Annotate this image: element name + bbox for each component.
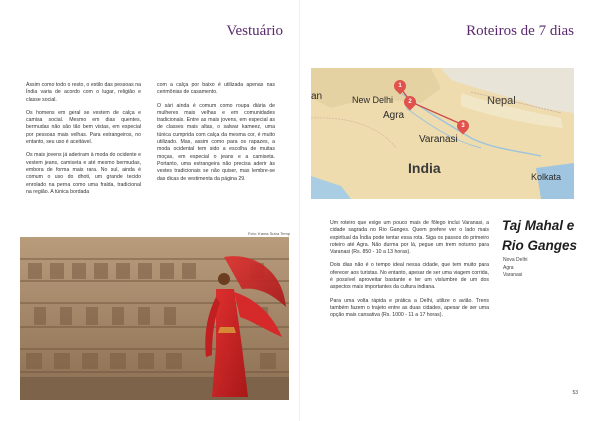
paragraph: Os mais jovens já aderiram à moda do ocidente e vestem jeans, camiseta e até mesmo bermudas, embora de forma mais rara. No sul, ainda é comum o uso do dhoti, um grande tecido enrolado na perna como uma fralda, tradicional na região. A túnica bordada xyxy=(26,152,141,195)
side-heading-line: Taj Mahal e xyxy=(502,218,575,233)
side-heading-line: Rio Ganges xyxy=(502,238,578,253)
map-label-varanasi: Varanasi xyxy=(419,134,458,145)
side-heading xyxy=(502,216,592,256)
paragraph: Os homens em geral se vestem de calça e camisa social. Mesmo em dias quentes, bermudas não são tão bem vistas, em especial por pessoas mais velhas. Para estrangeiros, no entanto, seu uso é aceitável. xyxy=(26,109,141,146)
photo-credit: Foto: Kama Sutra Temp xyxy=(247,231,290,236)
section-title-vestuario: Vestuário xyxy=(226,23,283,39)
left-column-1 xyxy=(26,82,141,202)
map-label-agra: Agra xyxy=(383,110,405,121)
paragraph: Um roteiro que exige um pouco mais de fôlego inclui Varanasi, a cidade sagrada no Rio Ganges. Quem prefere ver o lado mais espiritual da Índia pode tentar essa rota. Siga os passos do primeiro roteiro até Agra. Não durma por lá, pegue um trem noturno para Varanasi (Rs. 850 - 10 a 13 horas). xyxy=(330,220,489,256)
paragraph: Para uma volta rápida e prática a Delhi, utilize o avião. Trens também fazem o trajeto entre as duas cidades, apesar de ser uma opção mais cansativa (Rs. 1000 - 11 a 17 horas). xyxy=(330,297,489,319)
map-label-india: India xyxy=(408,160,441,176)
temple-photo-art xyxy=(20,237,289,400)
section-title-roteiros: Roteiros de 7 dias xyxy=(466,23,574,39)
map-label-kolkata: Kolkata xyxy=(531,172,562,182)
temple-photo xyxy=(20,237,289,400)
paragraph: O sári ainda é comum como roupa diária de mulheres mais velhas e em comunidades tradicionais. Entre as mais jovens, em especial as de classes mais altas, o salwar kameez, uma túnica cumprida com calça da mesma cor, é muito utilizado. Mas, assim como para os rapazes, a moda ocidental tem sido a escolha de muitas moças, em especial o jeans e a camiseta. Portanto, uma estrangeira não precisa aderir às vestes tradicionais se não quiser, mas lembre-se das dicas de vestimenta da página 29. xyxy=(157,102,275,182)
side-list-item: Varanasi xyxy=(503,272,523,278)
page-number: 53 xyxy=(572,390,578,396)
paragraph: Dois dias não é o tempo ideal nessa cidade, que tem muito para oferecer aos turistas. No entanto, apesar de ser uma viagem corrida, é possível aproveitar bastante e ter um vislumbre de um dos aspectos mais importantes da cultura indiana. xyxy=(330,262,489,291)
map-label-new-delhi: New Delhi xyxy=(352,95,394,105)
side-list xyxy=(503,257,527,280)
left-column-2 xyxy=(157,82,275,189)
paragraph: Assim como todo o resto, o estilo das pessoas na Índia varia de acordo com o lugar, religião e classe social. xyxy=(26,82,141,103)
right-body-text xyxy=(330,220,489,326)
side-list-item: Nova Delhi xyxy=(503,257,528,263)
side-list-item: Agra xyxy=(503,264,514,271)
map-label-nepal: Nepal xyxy=(487,95,516,107)
route-map: an New Delhi Agra Nepal Varanasi India Kolkata 1 2 3 xyxy=(311,68,574,199)
right-page xyxy=(300,0,600,421)
map-label-an: an xyxy=(311,91,323,102)
paragraph: com a calça por baixo é utilizada apenas nas cerimônias de casamento. xyxy=(157,82,275,96)
